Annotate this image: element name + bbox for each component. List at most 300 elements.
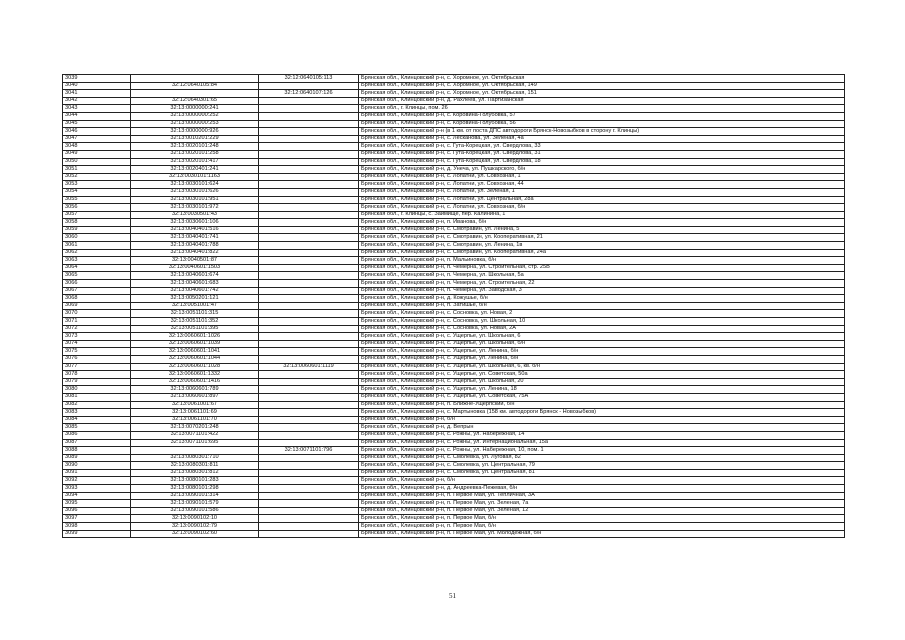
table-row: [63, 226, 845, 234]
address-cell: Брянская обл., Клинцовский р-н, с. Ущерпье, ул. Ленина, б/н: [359, 348, 845, 356]
related-cadastral-number-cell: [259, 128, 359, 136]
related-cadastral-number-cell: [259, 173, 359, 181]
table-row: [63, 454, 845, 462]
related-cadastral-number-cell: [259, 523, 359, 531]
table-row: [63, 302, 845, 310]
cadastral-number-cell: 32:13:0000000:253: [131, 120, 259, 128]
row-number-cell: 3063: [63, 257, 131, 265]
related-cadastral-number-cell: [259, 105, 359, 113]
cadastral-number-cell: 32:13:0050201:121: [131, 295, 259, 303]
table-row: [63, 264, 845, 272]
table-row: [63, 439, 845, 447]
table-row: [63, 340, 845, 348]
table-row: [63, 431, 845, 439]
cadastral-number-cell: 32:13:0020101:258: [131, 150, 259, 158]
address-cell: Брянская обл., Клинцовский р-н, с. Ущерпье, ул. Ленина, 18: [359, 386, 845, 394]
table-row: [63, 523, 845, 531]
cadastral-number-cell: 32:13:0061001:67: [131, 401, 259, 409]
related-cadastral-number-cell: [259, 325, 359, 333]
row-number-cell: 3085: [63, 424, 131, 432]
table-row: [63, 150, 845, 158]
table-row: [63, 477, 845, 485]
address-cell: Брянская обл., Клинцовский р-н, с. Лопатни, ул. Центральная, 28а: [359, 196, 845, 204]
address-cell: Брянская обл., Клинцовский р-н, с. Ущерпье, ул. Школьная, 6, кв. б/н: [359, 363, 845, 371]
address-cell: Брянская обл., Клинцовский р-н, с. Сосновка, ул. Новая, 2: [359, 310, 845, 318]
related-cadastral-number-cell: [259, 515, 359, 523]
table-row: [63, 325, 845, 333]
related-cadastral-number-cell: [259, 500, 359, 508]
cadastral-number-cell: 32:13:0040601:674: [131, 272, 259, 280]
table-row: [63, 378, 845, 386]
row-number-cell: 3077: [63, 363, 131, 371]
cadastral-number-cell: 32:13:0060601:1026: [131, 333, 259, 341]
row-number-cell: 3092: [63, 477, 131, 485]
table-row: [63, 507, 845, 515]
address-cell: Брянская обл., Клинцовский р-н, с. Ущерпье, ул. Советская, 50а: [359, 371, 845, 379]
related-cadastral-number-cell: [259, 302, 359, 310]
table-row: [63, 196, 845, 204]
row-number-cell: 3099: [63, 530, 131, 538]
cadastral-number-cell: 32:13:0070201:248: [131, 424, 259, 432]
row-number-cell: 3082: [63, 401, 131, 409]
cadastral-number-cell: 32:12:0640105:84: [131, 82, 259, 90]
row-number-cell: 3074: [63, 340, 131, 348]
address-cell: Брянская обл., г. Клинцы, пом. 26: [359, 105, 845, 113]
cadastral-number-cell: 32:13:0000000:252: [131, 112, 259, 120]
cadastral-number-cell: 32:13:0051101:352: [131, 318, 259, 326]
related-cadastral-number-cell: [259, 295, 359, 303]
address-cell: Брянская обл., Клинцовский р-н, с. Лопатни, ул. Совхозная, б/н: [359, 204, 845, 212]
row-number-cell: 3090: [63, 462, 131, 470]
address-cell: Брянская обл., Клинцовский р-н, с. Смотравин, ул. Кооперативная, 21: [359, 234, 845, 242]
cadastral-number-cell: 32:13:0040401:822: [131, 249, 259, 257]
cadastral-number-cell: 32:13:0040601:683: [131, 280, 259, 288]
related-cadastral-number-cell: [259, 485, 359, 493]
related-cadastral-number-cell: [259, 416, 359, 424]
table-row: [63, 530, 845, 538]
cadastral-number-cell: 32:13:0040401:741: [131, 234, 259, 242]
address-cell: Брянская обл., Клинцовский р-н, с. Хоромное, ул. Октябрьская, 149: [359, 82, 845, 90]
related-cadastral-number-cell: [259, 226, 359, 234]
cadastral-number-cell: 32:13:0020401:241: [131, 166, 259, 174]
related-cadastral-number-cell: 32:12:0640105:113: [259, 75, 359, 83]
related-cadastral-number-cell: [259, 219, 359, 227]
address-cell: Брянская обл., Клинцовский р-н, с. Ущерпье, ул. Школьная, б/н: [359, 340, 845, 348]
row-number-cell: 3062: [63, 249, 131, 257]
address-cell: Брянская обл., Клинцовский р-н, п. Затишье, б/н: [359, 302, 845, 310]
row-number-cell: 3069: [63, 302, 131, 310]
cadastral-number-cell: 32:13:0060601:1039: [131, 340, 259, 348]
row-number-cell: 3049: [63, 150, 131, 158]
cadastral-number-cell: 32:13:0071101:695: [131, 439, 259, 447]
row-number-cell: 3086: [63, 431, 131, 439]
table-row: [63, 348, 845, 356]
row-number-cell: 3055: [63, 196, 131, 204]
table-row: [63, 242, 845, 250]
row-number-cell: 3042: [63, 97, 131, 105]
cadastral-number-cell: 32:13:0000000:241: [131, 105, 259, 113]
address-cell: Брянская обл., Клинцовский р-н, п. Первое Мая, б/н: [359, 515, 845, 523]
cadastral-number-cell: 32:13:0071101:422: [131, 431, 259, 439]
related-cadastral-number-cell: [259, 234, 359, 242]
related-cadastral-number-cell: [259, 143, 359, 151]
row-number-cell: 3040: [63, 82, 131, 90]
table-row: [63, 173, 845, 181]
address-cell: Брянская обл., Клинцовский р-н, с. Хоромное, ул. Октябрьская: [359, 75, 845, 83]
table-row: [63, 112, 845, 120]
row-number-cell: 3060: [63, 234, 131, 242]
related-cadastral-number-cell: [259, 166, 359, 174]
table-row: [63, 386, 845, 394]
row-number-cell: 3064: [63, 264, 131, 272]
row-number-cell: 3061: [63, 242, 131, 250]
related-cadastral-number-cell: [259, 272, 359, 280]
row-number-cell: 3046: [63, 128, 131, 136]
related-cadastral-number-cell: [259, 424, 359, 432]
table-row: [63, 287, 845, 295]
related-cadastral-number-cell: [259, 462, 359, 470]
table-row: [63, 280, 845, 288]
address-cell: Брянская обл., Клинцовский р-н, п. Иванова, б/н: [359, 219, 845, 227]
row-number-cell: 3072: [63, 325, 131, 333]
table-row: [63, 128, 845, 136]
cadastral-number-cell: 32:13:0060601:1028: [131, 363, 259, 371]
row-number-cell: 3083: [63, 409, 131, 417]
row-number-cell: 3053: [63, 181, 131, 189]
related-cadastral-number-cell: [259, 409, 359, 417]
related-cadastral-number-cell: [259, 492, 359, 500]
address-cell: Брянская обл., Клинцовский р-н, с. Сосновка, ул. Школьная, 10: [359, 318, 845, 326]
cadastral-number-cell: 32:13:0080301:710: [131, 454, 259, 462]
table-row: [63, 409, 845, 417]
table-row: [63, 90, 845, 98]
address-cell: Брянская обл., Клинцовский р-н, с. Смотравин, ул. Ленина, 5: [359, 226, 845, 234]
row-number-cell: 3091: [63, 469, 131, 477]
table-row: [63, 158, 845, 166]
cadastral-number-cell: 32:13:0090101:314: [131, 492, 259, 500]
row-number-cell: 3051: [63, 166, 131, 174]
table-row: [63, 82, 845, 90]
row-number-cell: 3094: [63, 492, 131, 500]
address-cell: Брянская обл., Клинцовский р-н, с. Коровина-Голубовка, 56: [359, 120, 845, 128]
related-cadastral-number-cell: [259, 158, 359, 166]
table-row: [63, 181, 845, 189]
related-cadastral-number-cell: 32:12:0640107:126: [259, 90, 359, 98]
row-number-cell: 3057: [63, 211, 131, 219]
row-number-cell: 3050: [63, 158, 131, 166]
cadastral-number-cell: 32:13:0060601:1041: [131, 348, 259, 356]
related-cadastral-number-cell: [259, 469, 359, 477]
table-row: [63, 120, 845, 128]
cadastral-number-cell: [131, 75, 259, 83]
address-cell: Брянская обл., Клинцовский р-н, с. Гута-Корецкая, ул. Свердлова, 33: [359, 143, 845, 151]
table-row: [63, 211, 845, 219]
related-cadastral-number-cell: [259, 477, 359, 485]
related-cadastral-number-cell: [259, 242, 359, 250]
cadastral-number-cell: 32:13:0010201:229: [131, 135, 259, 143]
address-cell: Брянская обл., Клинцовский р-н, с. Смотравин, ул. Ленина, 1в: [359, 242, 845, 250]
table-row: [63, 424, 845, 432]
address-cell: Брянская обл., Клинцовский р-н, п. Первое Мая, ул. Тепличная, 3А: [359, 492, 845, 500]
address-cell: Брянская обл., Клинцовский р-н, д. Рахлеев, ул. Партизанская: [359, 97, 845, 105]
related-cadastral-number-cell: [259, 280, 359, 288]
cadastral-number-cell: 32:13:0080101:283: [131, 477, 259, 485]
address-cell: Брянская обл., Клинцовский р-н, п. Первое Мая, ул. Молодежная, б/н: [359, 530, 845, 538]
address-cell: Брянская обл., Клинцовский р-н, с. Ущерпье, ул. Ленина, б/н: [359, 355, 845, 363]
cadastral-number-cell: 32:13:0060601:789: [131, 386, 259, 394]
cadastral-number-cell: 32:13:0090101:579: [131, 500, 259, 508]
address-cell: Брянская обл., Клинцовский р-н, с. Ущерпье, ул. Советская, 75А: [359, 393, 845, 401]
table-row: [63, 105, 845, 113]
cadastral-number-cell: 32:13:0080301:811: [131, 462, 259, 470]
table-row: [63, 188, 845, 196]
row-number-cell: 3041: [63, 90, 131, 98]
related-cadastral-number-cell: [259, 401, 359, 409]
cadastral-number-cell: 32:13:0020101:248: [131, 143, 259, 151]
cadastral-number-cell: 32:13:0090102:10: [131, 515, 259, 523]
table-row: [63, 469, 845, 477]
row-number-cell: 3070: [63, 310, 131, 318]
cadastral-number-cell: 32:13:0040501:87: [131, 257, 259, 265]
address-cell: Брянская обл., Клинцовский р-н, п. Мальиновка, б/н: [359, 257, 845, 265]
row-number-cell: 3084: [63, 416, 131, 424]
related-cadastral-number-cell: [259, 310, 359, 318]
row-number-cell: 3081: [63, 393, 131, 401]
cadastral-number-cell: 32:13:0060601:1416: [131, 378, 259, 386]
address-cell: Брянская обл., Клинцовский р-н, п. Чемерна, ул. Строительная, 22: [359, 280, 845, 288]
related-cadastral-number-cell: [259, 431, 359, 439]
table-row: [63, 500, 845, 508]
registry-table-body: [63, 75, 845, 538]
table-row: [63, 318, 845, 326]
address-cell: Брянская обл., Клинцовский р-н, с. Гута-Корецкая, ул. Свердлова, 31: [359, 150, 845, 158]
related-cadastral-number-cell: [259, 196, 359, 204]
related-cadastral-number-cell: [259, 150, 359, 158]
table-row: [63, 204, 845, 212]
cadastral-number-cell: 32:13:0040601:742: [131, 287, 259, 295]
row-number-cell: 3088: [63, 447, 131, 455]
table-row: [63, 393, 845, 401]
row-number-cell: 3066: [63, 280, 131, 288]
related-cadastral-number-cell: [259, 188, 359, 196]
cadastral-number-cell: 32:13:0020101:417: [131, 158, 259, 166]
address-cell: Брянская обл., Клинцовский р-н, п. Чемерна, ул. Заводская, 3: [359, 287, 845, 295]
address-cell: Брянская обл., Клинцовский р-н, п. Чемерна, ул. Школьная, 5а: [359, 272, 845, 280]
cadastral-number-cell: 32:13:0030101:626: [131, 188, 259, 196]
table-row: [63, 249, 845, 257]
related-cadastral-number-cell: [259, 135, 359, 143]
row-number-cell: 3071: [63, 318, 131, 326]
cadastral-number-cell: 32:13:0051101:315: [131, 310, 259, 318]
cadastral-number-cell: 32:13:0000000:926: [131, 128, 259, 136]
cadastral-number-cell: 32:13:0060601:1332: [131, 371, 259, 379]
related-cadastral-number-cell: [259, 355, 359, 363]
related-cadastral-number-cell: [259, 378, 359, 386]
address-cell: Брянская обл., Клинцовский р-н, б/н: [359, 416, 845, 424]
table-row: [63, 447, 845, 455]
table-row: [63, 462, 845, 470]
table-row: [63, 416, 845, 424]
cadastral-number-cell: 32:13:0030101:624: [131, 181, 259, 189]
cadastral-number-cell: 32:13:0051101:395: [131, 325, 259, 333]
related-cadastral-number-cell: [259, 340, 359, 348]
cadastral-number-cell: 32:13:0030501:43: [131, 211, 259, 219]
table-row: [63, 257, 845, 265]
table-row: [63, 272, 845, 280]
table-row: [63, 363, 845, 371]
table-row: [63, 371, 845, 379]
row-number-cell: 3043: [63, 105, 131, 113]
table-row: [63, 234, 845, 242]
row-number-cell: 3065: [63, 272, 131, 280]
cadastral-number-cell: 32:13:0061101:69: [131, 409, 259, 417]
cadastral-number-cell: 32:13:0051001:47: [131, 302, 259, 310]
address-cell: Брянская обл., Клинцовский р-н, с. Смолевка, ул. Центральная, 79: [359, 462, 845, 470]
related-cadastral-number-cell: [259, 211, 359, 219]
table-row: [63, 166, 845, 174]
address-cell: Брянская обл., Клинцовский р-н, п. Чемерна, ул. Строительная, стр. 25В: [359, 264, 845, 272]
registry-table: [62, 74, 845, 538]
address-cell: Брянская обл., Клинцовский р-н, с. Рожны, ул. Интернациональная, 15а: [359, 439, 845, 447]
row-number-cell: 3098: [63, 523, 131, 531]
related-cadastral-number-cell: [259, 257, 359, 265]
related-cadastral-number-cell: [259, 97, 359, 105]
related-cadastral-number-cell: [259, 112, 359, 120]
row-number-cell: 3095: [63, 500, 131, 508]
table-row: [63, 97, 845, 105]
related-cadastral-number-cell: [259, 454, 359, 462]
cadastral-number-cell: 32:13:0080101:298: [131, 485, 259, 493]
related-cadastral-number-cell: [259, 393, 359, 401]
table-row: [63, 310, 845, 318]
table-row: [63, 295, 845, 303]
row-number-cell: 3089: [63, 454, 131, 462]
table-row: [63, 135, 845, 143]
row-number-cell: 3073: [63, 333, 131, 341]
address-cell: Брянская обл., Клинцовский р-н, с. Смолевка, ул. Центральная, 81: [359, 469, 845, 477]
address-cell: Брянская обл., Клинцовский р-н, п. Первое Мая, б/н: [359, 523, 845, 531]
page-number: 51: [449, 592, 456, 600]
related-cadastral-number-cell: [259, 287, 359, 295]
row-number-cell: 3058: [63, 219, 131, 227]
cadastral-number-cell: 32:13:0090102:60: [131, 530, 259, 538]
cadastral-number-cell: [131, 447, 259, 455]
cadastral-number-cell: [131, 90, 259, 98]
cadastral-number-cell: 32:13:0040401:516: [131, 226, 259, 234]
row-number-cell: 3075: [63, 348, 131, 356]
address-cell: Брянская обл., Клинцовский р-н, с. Ущерпье, ул. Школьная, 6: [359, 333, 845, 341]
related-cadastral-number-cell: [259, 249, 359, 257]
cadastral-number-cell: 32:13:0060601:897: [131, 393, 259, 401]
table-row: [63, 143, 845, 151]
related-cadastral-number-cell: [259, 348, 359, 356]
row-number-cell: 3079: [63, 378, 131, 386]
table-row: [63, 492, 845, 500]
row-number-cell: 3052: [63, 173, 131, 181]
related-cadastral-number-cell: 32:13:0071101:796: [259, 447, 359, 455]
address-cell: Брянская обл., Клинцовский р-н, с. Лесканова, ул. Зеленая, 4а: [359, 135, 845, 143]
address-cell: Брянская обл., Клинцовский р-н, п. Первое Мая, ул. Зеленая, 12: [359, 507, 845, 515]
related-cadastral-number-cell: [259, 333, 359, 341]
row-number-cell: 3078: [63, 371, 131, 379]
table-row: [63, 401, 845, 409]
row-number-cell: 3056: [63, 204, 131, 212]
cadastral-number-cell: 32:13:0030101:1163: [131, 173, 259, 181]
address-cell: Брянская обл., Клинцовский р-н, п. Первое Мая, ул. Зеленая, 7а: [359, 500, 845, 508]
address-cell: Брянская обл., Клинцовский р-н, с. Хоромное, ул. Октябрьская, 151: [359, 90, 845, 98]
table-row: [63, 515, 845, 523]
address-cell: Брянская обл., Клинцовский р-н (в 1 км. от поста ДПС автодороги Брянск-Новозыбков в сторону г. Клинцы): [359, 128, 845, 136]
cadastral-number-cell: 32:13:0080301:812: [131, 469, 259, 477]
address-cell: Брянская обл., Клинцовский р-н, с. Сосновка, ул. Новая, 2А: [359, 325, 845, 333]
address-cell: Брянская обл., Клинцовский р-н, д. Андреевка-Пежевая, б/н: [359, 485, 845, 493]
related-cadastral-number-cell: [259, 507, 359, 515]
cadastral-number-cell: 32:13:0030101:951: [131, 196, 259, 204]
address-cell: Брянская обл., г. Клинцы, с. Займище, пер. Калинина, 1: [359, 211, 845, 219]
address-cell: Брянская обл., Клинцовский р-н, б/н: [359, 477, 845, 485]
table-row: [63, 219, 845, 227]
row-number-cell: 3097: [63, 515, 131, 523]
row-number-cell: 3059: [63, 226, 131, 234]
cadastral-number-cell: 32:12:0640301:65: [131, 97, 259, 105]
row-number-cell: 3054: [63, 188, 131, 196]
row-number-cell: 3093: [63, 485, 131, 493]
cadastral-number-cell: 32:13:0040601:1503: [131, 264, 259, 272]
address-cell: Брянская обл., Клинцовский р-н, с. Лопатни, ул. Совхозная, 44: [359, 181, 845, 189]
row-number-cell: 3045: [63, 120, 131, 128]
related-cadastral-number-cell: [259, 371, 359, 379]
cadastral-number-cell: 32:13:0040401:788: [131, 242, 259, 250]
related-cadastral-number-cell: [259, 264, 359, 272]
row-number-cell: 3096: [63, 507, 131, 515]
address-cell: Брянская обл., Клинцовский р-н, с. Рожны, ул. Набережная, 14: [359, 431, 845, 439]
address-cell: Брянская обл., Клинцовский р-н, с. Лопатни, ул. Совхозная, 1: [359, 173, 845, 181]
address-cell: Брянская обл., Клинцовский р-н, с. Ущерпье, ул. Школьная, 20: [359, 378, 845, 386]
related-cadastral-number-cell: [259, 82, 359, 90]
table-row: [63, 485, 845, 493]
row-number-cell: 3076: [63, 355, 131, 363]
address-cell: Брянская обл., Клинцовский р-н, с. Гута-Корецкая, ул. Свердлова, 18: [359, 158, 845, 166]
address-cell: Брянская обл., Клинцовский р-н, с. Мартыновка (158 км. автодороги Брянск - Новозыбков): [359, 409, 845, 417]
row-number-cell: 3044: [63, 112, 131, 120]
address-cell: Брянская обл., Клинцовский р-н, с. Смотравин, ул. Кооперативная, 24а: [359, 249, 845, 257]
address-cell: Брянская обл., Клинцовский р-н, д. Кожушье, б/н: [359, 295, 845, 303]
cadastral-number-cell: 32:13:0060601:1044: [131, 355, 259, 363]
row-number-cell: 3067: [63, 287, 131, 295]
row-number-cell: 3039: [63, 75, 131, 83]
address-cell: Брянская обл., Клинцовский р-н, п. Ближне-Ущерпский, б/н: [359, 401, 845, 409]
related-cadastral-number-cell: [259, 204, 359, 212]
table-row: [63, 355, 845, 363]
row-number-cell: 3080: [63, 386, 131, 394]
address-cell: Брянская обл., Клинцовский р-н, д. Вепрын: [359, 424, 845, 432]
cadastral-number-cell: 32:13:0030601:106: [131, 219, 259, 227]
row-number-cell: 3068: [63, 295, 131, 303]
address-cell: Брянская обл., Клинцовский р-н, с. Рожны, ул. Набережная, 10, пом. 1: [359, 447, 845, 455]
related-cadastral-number-cell: [259, 530, 359, 538]
table-row: [63, 333, 845, 341]
related-cadastral-number-cell: [259, 386, 359, 394]
related-cadastral-number-cell: [259, 318, 359, 326]
related-cadastral-number-cell: 32:13:0060601:1119: [259, 363, 359, 371]
related-cadastral-number-cell: [259, 439, 359, 447]
address-cell: Брянская обл., Клинцовский р-н, с. Лопатни, ул. Зеленая, 1: [359, 188, 845, 196]
row-number-cell: 3087: [63, 439, 131, 447]
address-cell: Брянская обл., Клинцовский р-н, с. Коровина-Голубовка, 57: [359, 112, 845, 120]
related-cadastral-number-cell: [259, 181, 359, 189]
cadastral-number-cell: 32:13:0090102:79: [131, 523, 259, 531]
row-number-cell: 3048: [63, 143, 131, 151]
